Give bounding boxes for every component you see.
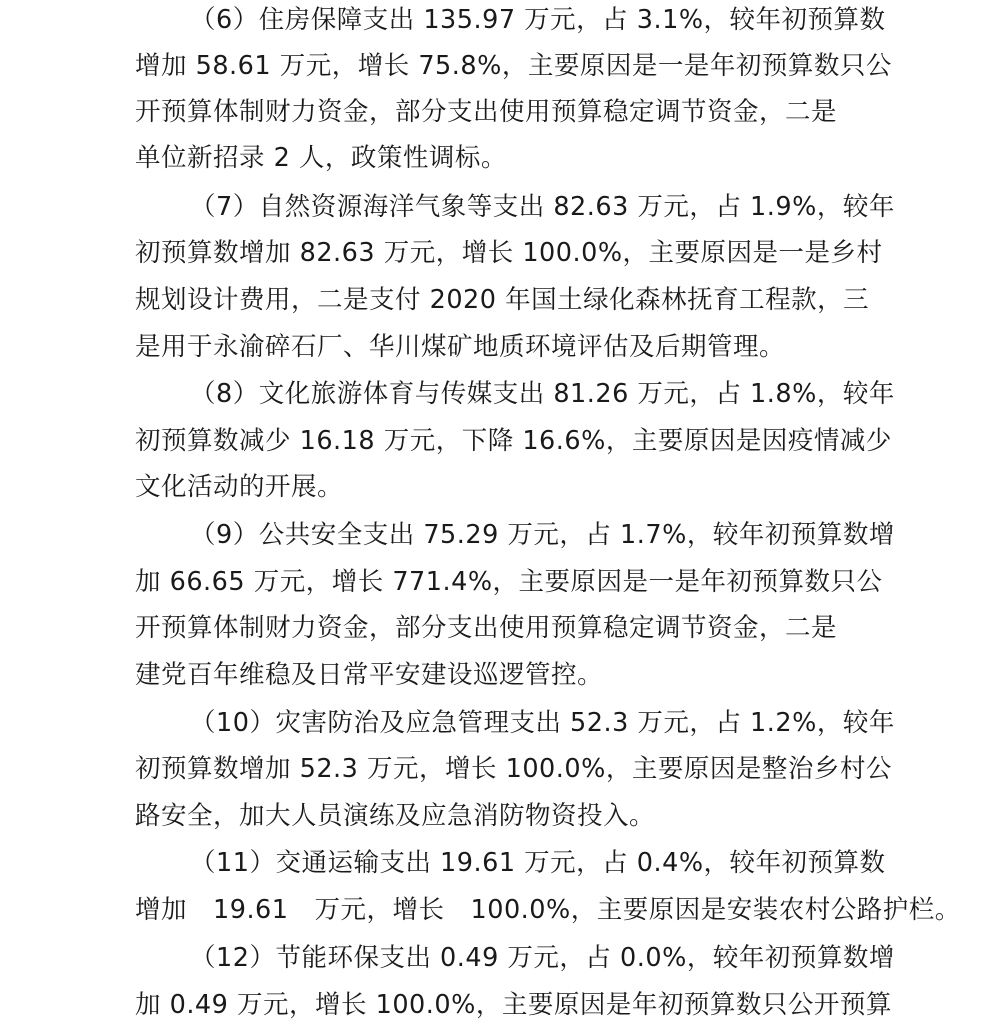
- paragraph-line: 单位新招录 2 人，政策性调标。: [135, 143, 507, 173]
- paragraph-line: 建党百年维稳及日常平安建设巡逻管控。: [135, 660, 604, 690]
- paragraph-line: （12）节能环保支出 0.49 万元，占 0.0%，较年初预算数增: [190, 943, 895, 973]
- paragraph-line: 加 0.49 万元，增长 100.0%，主要原因是年初预算数只公开预算: [135, 990, 892, 1020]
- paragraph-line: 开预算体制财力资金，部分支出使用预算稳定调节资金，二是: [135, 613, 838, 643]
- paragraph-line: （10）灾害防治及应急管理支出 52.3 万元，占 1.2%，较年: [190, 708, 895, 738]
- paragraph-line: 初预算数增加 52.3 万元，增长 100.0%，主要原因是整治乡村公: [135, 754, 892, 784]
- paragraph-line: 开预算体制财力资金，部分支出使用预算稳定调节资金，二是: [135, 97, 838, 127]
- paragraph-line: 加 66.65 万元，增长 771.4%，主要原因是一是年初预算数只公: [135, 567, 883, 597]
- paragraph-line: 增加 58.61 万元，增长 75.8%，主要原因是一是年初预算数只公: [135, 51, 892, 81]
- paragraph-line: （11）交通运输支出 19.61 万元，占 0.4%，较年初预算数: [190, 848, 886, 878]
- paragraph-line: 路安全，加大人员演练及应急消防物资投入。: [135, 801, 656, 831]
- paragraph-line: 增加 19.61 万元，增长 100.0%，主要原因是安装农村公路护栏。: [135, 895, 961, 925]
- paragraph-line: （8）文化旅游体育与传媒支出 81.26 万元，占 1.8%，较年: [190, 379, 895, 409]
- paragraph-line: 初预算数增加 82.63 万元，增长 100.0%，主要原因是一是乡村: [135, 238, 883, 268]
- paragraph-line: （9）公共安全支出 75.29 万元，占 1.7%，较年初预算数增: [190, 520, 895, 550]
- paragraph-line: 规划设计费用，二是支付 2020 年国土绿化森林抚育工程款，三: [135, 285, 870, 315]
- paragraph-line: （7）自然资源海洋气象等支出 82.63 万元，占 1.9%，较年: [190, 192, 895, 222]
- paragraph-line: 是用于永渝碎石厂、华川煤矿地质环境评估及后期管理。: [135, 332, 786, 362]
- paragraph-line: （6）住房保障支出 135.97 万元，占 3.1%，较年初预算数: [190, 5, 886, 35]
- paragraph-line: 文化活动的开展。: [135, 472, 344, 502]
- paragraph-line: 初预算数减少 16.18 万元，下降 16.6%，主要原因是因疫情减少: [135, 426, 892, 456]
